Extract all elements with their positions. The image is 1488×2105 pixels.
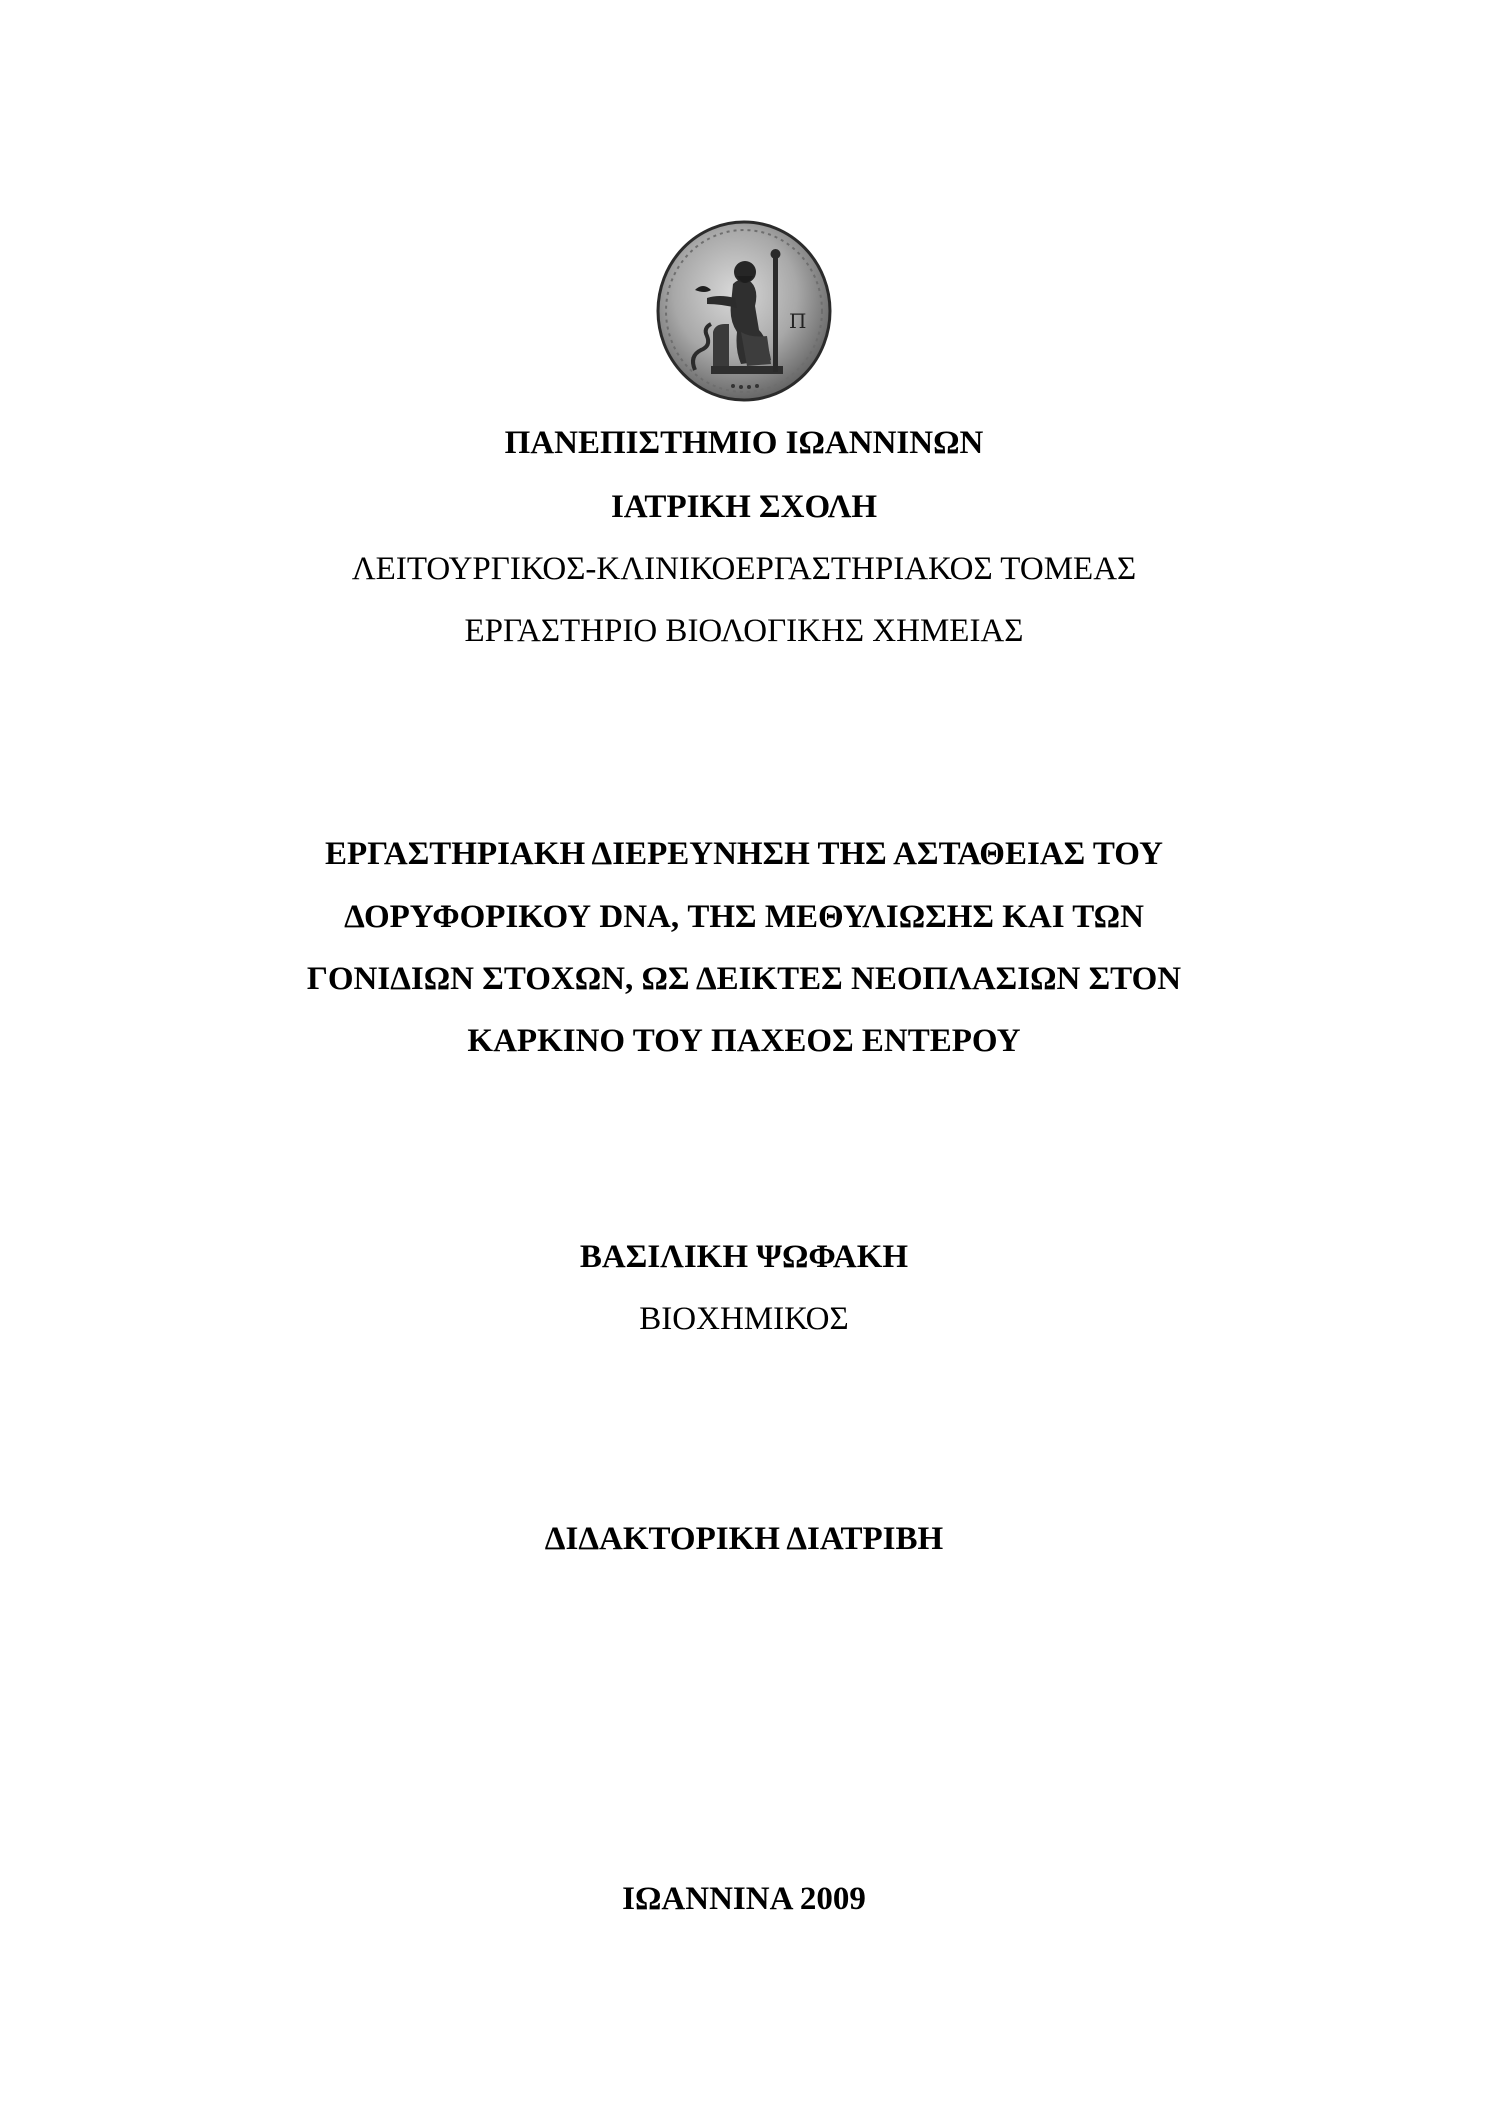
- coin-inscription: Π: [789, 309, 807, 333]
- school-name: ΙΑΤΡΙΚΗ ΣΧΟΛΗ: [610, 489, 878, 525]
- university-name: ΠΑΝΕΠΙΣΤΗΜΙΟ ΙΩΑΝΝΙΝΩΝ: [504, 425, 984, 461]
- document-type: ΔΙΔΑΚΤΟΡΙΚΗ ΔΙΑΤΡΙΒΗ: [544, 1521, 944, 1557]
- thesis-title-line-3: ΓΟΝΙΔΙΩΝ ΣΤΟΧΩΝ, ΩΣ ΔΕΙΚΤΕΣ ΝΕΟΠΛΑΣΙΩΝ ΣΤΟΝ: [306, 961, 1182, 997]
- author-name: ΒΑΣΙΛΙΚΗ ΨΩΦΑΚΗ: [579, 1239, 909, 1275]
- author-profession: ΒΙΟΧΗΜΙΚΟΣ: [639, 1301, 849, 1337]
- university-coin-emblem-icon: [655, 220, 833, 402]
- department-name: ΛΕΙΤΟΥΡΓΙΚΟΣ-ΚΛΙΝΙΚΟΕΡΓΑΣΤΗΡΙΑΚΟΣ ΤΟΜΕΑΣ: [351, 551, 1137, 587]
- laboratory-name: ΕΡΓΑΣΤΗΡΙΟ ΒΙΟΛΟΓΙΚΗΣ ΧΗΜΕΙΑΣ: [464, 613, 1024, 649]
- place-and-year: ΙΩΑΝΝΙΝΑ 2009: [622, 1881, 866, 1917]
- thesis-title-line-4: ΚΑΡΚΙΝΟ ΤΟΥ ΠΑΧΕΟΣ ΕΝΤΕΡΟΥ: [467, 1023, 1021, 1059]
- thesis-title-line-2: ΔΟΡΥΦΟΡΙΚΟΥ DNA, ΤΗΣ ΜΕΘΥΛΙΩΣΗΣ ΚΑΙ ΤΩΝ: [344, 899, 1144, 935]
- thesis-title-line-1: ΕΡΓΑΣΤΗΡΙΑΚΗ ΔΙΕΡΕΥΝΗΣΗ ΤΗΣ ΑΣΤΑΘΕΙΑΣ ΤΟΥ: [325, 836, 1163, 872]
